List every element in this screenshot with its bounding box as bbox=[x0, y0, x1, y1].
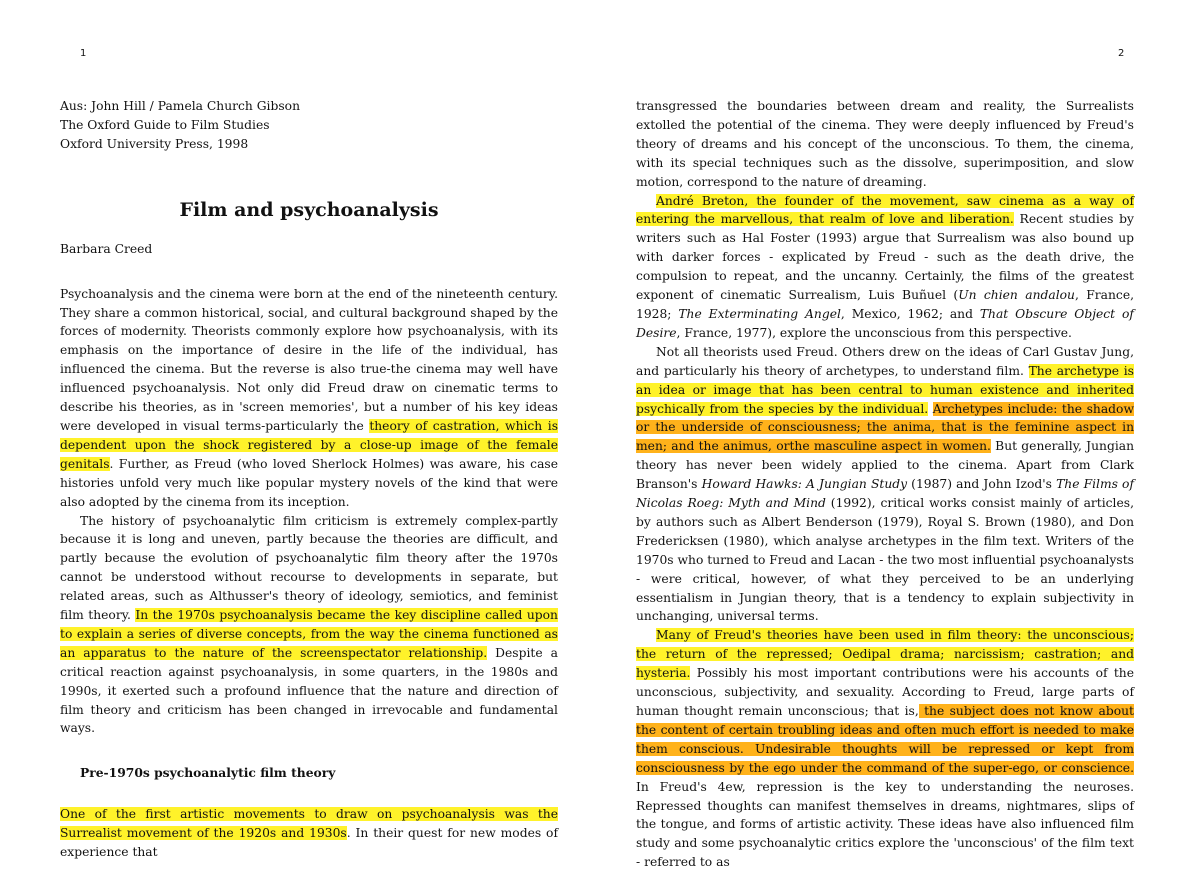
text-run: . In their quest for new modes of experience that bbox=[60, 826, 559, 860]
text-run: (1987) and John Izod's bbox=[907, 477, 1057, 492]
paragraph-3 bbox=[60, 805, 558, 862]
film-title: Un chien andalou bbox=[958, 288, 1075, 303]
book-title: Howard Hawks: A Jungian Study bbox=[701, 477, 908, 492]
section-subheading: Pre-1970s psychoanalytic film theory bbox=[80, 765, 336, 781]
highlight-yellow: Many of Freud's theories have been used in film theory: the unconscious; the return of the repressed; Oedipal drama; narcissism; castration; and hysteria. bbox=[636, 628, 1134, 681]
highlight-orange: Archetypes include: the shadow or the underside of consciousness; the anima, that is the feminine aspect in men; and the animus, orthe masculine aspect in women. bbox=[636, 401, 1134, 454]
chapter-title: Film and psychoanalysis bbox=[179, 198, 439, 221]
text-run: Possibly his most important contributions were his accounts of the unconscious, subjectivity, and sexuality. According to Freud, large parts of human thought remain unconscious; that is, bbox=[636, 666, 1134, 718]
text-run: Psychoanalysis and the cinema were born at the end of the nineteenth century. They share a common historical, social, and cultural background shaped by the forces of modernity. Theorists commonly explore how psychoanalysis, with its emphasis on the importance of desire in the life of the individual, has influenced the cinema. But the reverse is also true-the cinema may well have influenced psychoanalysis. Not only did Freud draw on cinematic terms to describe his theories, as in 'screen memories', but a number of his key ideas were developed in visual terms-particularly the bbox=[60, 286, 558, 433]
book-title: The Films of Nicolas Roeg: Myth and Mind bbox=[636, 477, 1135, 511]
chapter-author: Barbara Creed bbox=[60, 241, 153, 256]
highlight-yellow: theory of castration, which is dependent upon the shock registered by a close-up image of the female genitals bbox=[60, 418, 559, 471]
page-number-left: 1 bbox=[80, 48, 87, 59]
highlight-yellow: One of the first artistic movements to draw on psychoanalysis was the Surrealist movement of the 1920s and 1930s bbox=[60, 807, 558, 841]
text-run: In Freud's 4ew, repression is the key to understanding the neuroses. Repressed thoughts can manifest themselves in dreams, nightmares, slips of the tongue, and forms of artistic activity. These ideas have also influenced film study and some psychoanalytic critics explore the 'unconscious' of the film text - referred to as bbox=[636, 779, 1134, 870]
right-page bbox=[636, 97, 1134, 872]
text-run: Recent studies by writers such as Hal Foster (1993) argue that Surrealism was also bound up with darker forces - explicated by Freud - such as the death drive, the compulsion to repeat, and the uncanny. Certainly, the films of the greatest exponent of cinematic Surrealism, Luis Buñuel ( bbox=[636, 212, 1134, 303]
paragraph-breton bbox=[636, 192, 1134, 343]
text-run: Not all theorists used Freud. Others drew on the ideas of Carl Gustav Jung, and particularly his theory of archetypes, to understand film. bbox=[636, 344, 1134, 378]
highlight-orange: the subject does not know about the content of certain troubling ideas and often much effort is needed to make them conscious. Undesirable thoughts will be repressed or kept from consciousness by the ego under the command of the super-ego, or conscience. bbox=[636, 704, 1134, 775]
highlight-yellow: André Breton, the founder of the movement, saw cinema as a way of entering the marvellous, that realm of love and liberation. bbox=[636, 193, 1134, 227]
source-line-book: The Oxford Guide to Film Studies bbox=[60, 117, 270, 132]
source-line-publisher: Oxford University Press, 1998 bbox=[60, 136, 249, 151]
paragraph-freud bbox=[636, 626, 1134, 872]
paragraph-1 bbox=[60, 285, 558, 512]
text-run: , France, 1928; bbox=[636, 288, 1135, 321]
source-line-authors: Aus: John Hill / Pamela Church Gibson bbox=[60, 99, 300, 113]
text-run: Despite a critical reaction against psychoanalysis, in some quarters, in the 1980s and 1990s, it exerted such a profound influence that the nature and direction of film theory and criticism has been changed in irrevocable and fundamental ways. bbox=[60, 645, 558, 736]
text-run: (1992), critical works consist mainly of articles, by authors such as Albert Benderson (1979), Royal S. Brown (1980), and Don Fredericksen (1980), which analyse archetypes in the film text. Writers of the 1970s who turned to Freud and Lacan - the two most influential psychoanalysts - were critical, however, of what they perceived to be an underlying essentialism in Jungian theory, that is a tendency to explain subjectivity in unchanging, universal terms. bbox=[636, 496, 1134, 624]
film-title: The Exterminating Angel bbox=[678, 306, 841, 321]
left-page bbox=[60, 97, 558, 862]
paragraph-jung bbox=[636, 343, 1134, 627]
text-run: , France, 1977), explore the unconscious from this perspective. bbox=[676, 325, 1072, 340]
paragraph-continued: transgressed the boundaries between dream and reality, the Surrealists extolled the potential of the cinema. They were deeply influenced by Freud's theory of dreams and his concept of the unconscious. To them, the cinema, with its special techniques such as the dissolve, superimposition, and slow motion, correspond to the nature of dreaming. bbox=[636, 99, 1134, 189]
film-title: That Obscure Object of Desire bbox=[636, 306, 1134, 340]
paragraph-2 bbox=[60, 512, 558, 739]
text-run: , Mexico, 1962; and bbox=[840, 306, 980, 321]
highlight-yellow: The archetype is an idea or image that has been central to human existence and inherited psychically from the species by the individual. bbox=[636, 363, 1134, 416]
highlight-yellow: In the 1970s psychoanalysis became the key discipline called upon to explain a series of diverse concepts, from the way the cinema functioned as an apparatus to the nature of the screenspectator relationship. bbox=[60, 608, 558, 660]
text-run: . Further, as Freud (who loved Sherlock Holmes) was aware, his case histories unfold very much like popular mystery novels of the kind that were also adopted by the cinema from its inception. bbox=[60, 456, 558, 509]
text-run: But generally, Jungian theory has never been widely applied to the cinema. Apart from Clark Branson's bbox=[636, 439, 1135, 492]
page-number-right: 2 bbox=[1118, 48, 1125, 59]
text-run: The history of psychoanalytic film criticism is extremely complex-partly because it is long and uneven, partly because the theories are difficult, and partly because the evolution of psychoanalytic film theory after the 1970s cannot be understood without recourse to developments in separate, but related areas, such as Althusser's theory of ideology, semiotics, and feminist film theory. bbox=[60, 513, 558, 623]
